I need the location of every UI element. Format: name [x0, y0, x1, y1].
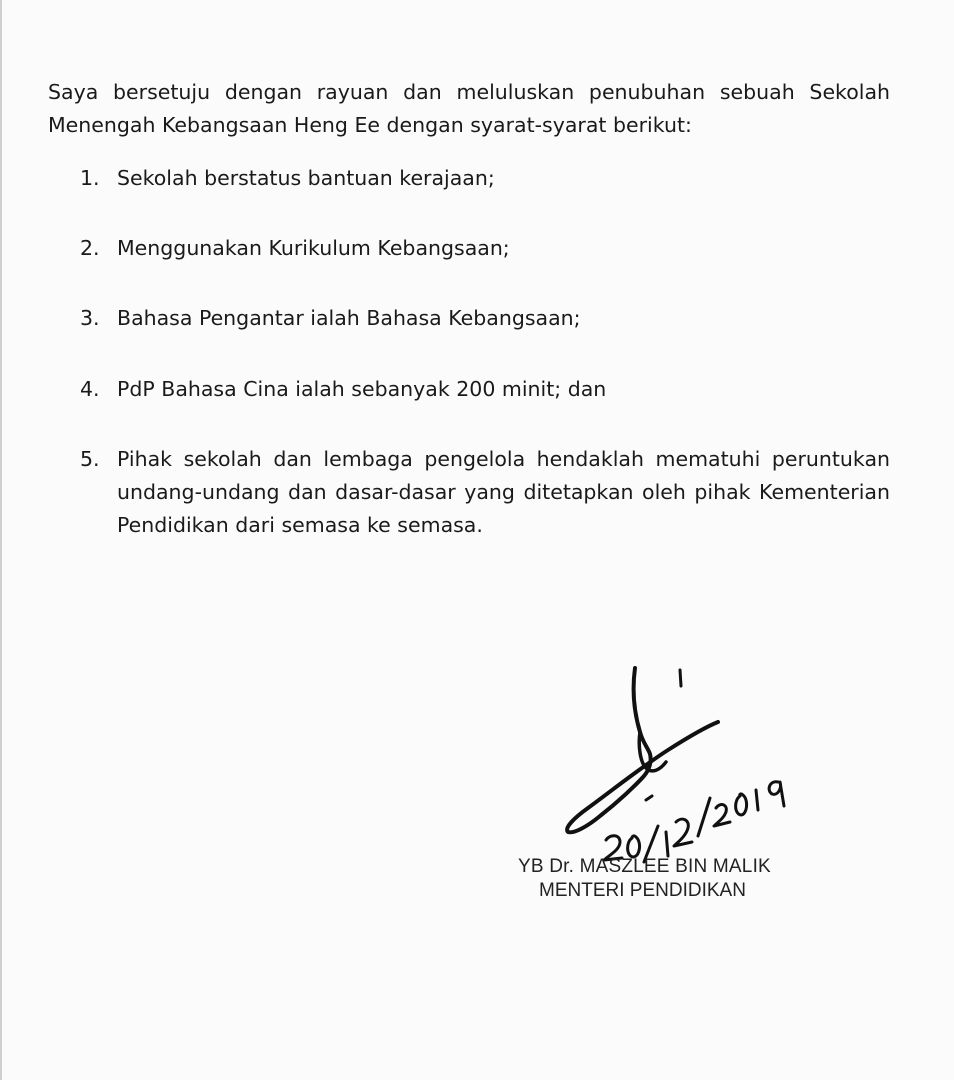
condition-text	[117, 443, 890, 542]
intro-line-2: Menengah Kebangsaan Heng Ee dengan syarat-syarat berikut:	[48, 113, 692, 137]
condition-number: 2.	[80, 236, 100, 260]
condition-number: 1.	[80, 166, 100, 190]
condition-text-line: Pendidikan dari semasa ke semasa.	[117, 513, 483, 537]
condition-text-line: undang-undang dan dasar-dasar yang ditetapkan oleh pihak Kementerian	[117, 480, 890, 504]
intro-paragraph	[48, 76, 890, 142]
signatory-title: MENTERI PENDIDIKAN	[539, 880, 746, 901]
condition-text: Menggunakan Kurikulum Kebangsaan;	[117, 236, 510, 260]
condition-item-4	[80, 373, 890, 406]
intro-line-1: Saya bersetuju dengan rayuan dan meluluskan penubuhan sebuah Sekolah	[48, 80, 890, 104]
condition-number: 3.	[80, 306, 100, 330]
condition-text: Sekolah berstatus bantuan kerajaan;	[117, 166, 495, 190]
handwritten-date	[604, 782, 784, 862]
condition-item-2	[80, 232, 890, 265]
condition-number: 4.	[80, 377, 100, 401]
condition-text-line: Pihak sekolah dan lembaga pengelola hendaklah mematuhi peruntukan	[117, 447, 890, 471]
condition-item-3	[80, 302, 890, 335]
condition-item-5	[80, 443, 890, 542]
signature-stroke	[567, 668, 718, 832]
signatory-name: YB Dr. MASZLEE BIN MALIK	[518, 856, 771, 877]
condition-text: PdP Bahasa Cina ialah sebanyak 200 minit; dan	[117, 377, 607, 401]
condition-item-1	[80, 162, 890, 195]
signature-dash	[646, 796, 652, 800]
condition-text: Bahasa Pengantar ialah Bahasa Kebangsaan;	[117, 306, 581, 330]
condition-number: 5.	[80, 447, 100, 471]
signature-tick	[680, 670, 681, 686]
page-edge	[0, 0, 2, 1080]
handwritten-signature	[540, 650, 800, 870]
